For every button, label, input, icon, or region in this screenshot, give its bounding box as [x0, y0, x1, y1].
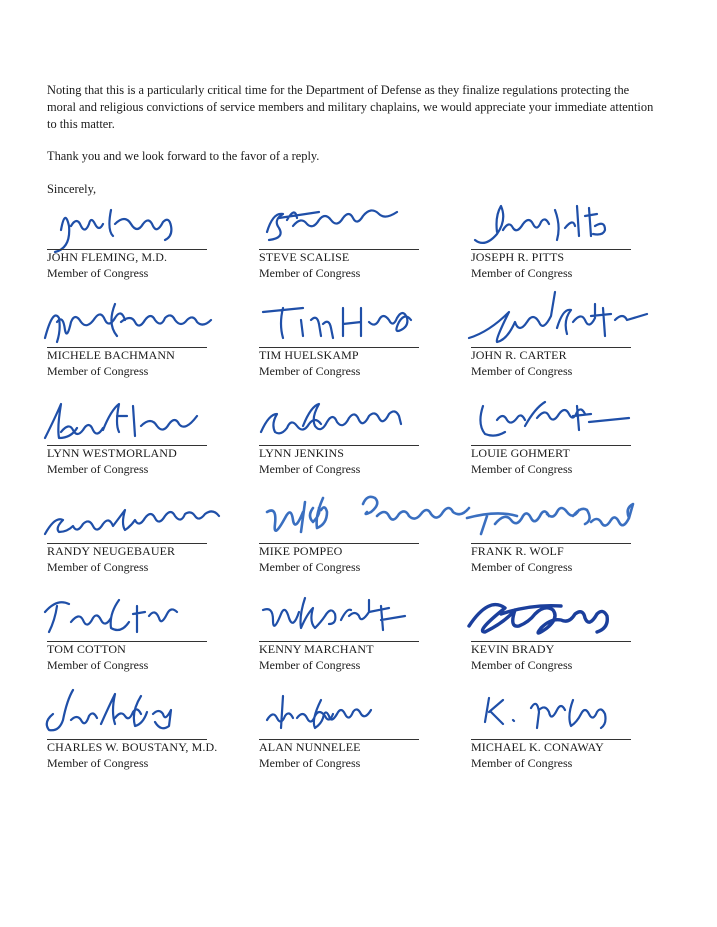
signature-stroke: [47, 690, 171, 730]
handwritten-signature: [253, 690, 453, 746]
signatory-name: TOM COTTON: [47, 642, 126, 656]
handwritten-signature: [41, 494, 241, 550]
handwritten-signature: [41, 396, 241, 452]
signatory-title: Member of Congress: [47, 756, 149, 770]
signature-block: [47, 596, 262, 686]
signatory-title: Member of Congress: [259, 756, 361, 770]
signature-stroke: [267, 210, 397, 240]
signature-stroke: [263, 598, 405, 630]
handwritten-signature: [465, 494, 665, 550]
signature-block: [471, 498, 686, 588]
signatory-name: RANDY NEUGEBAUER: [47, 544, 176, 558]
signatory-name: MICHAEL K. CONAWAY: [471, 740, 604, 754]
signatory-title: Member of Congress: [259, 462, 361, 476]
handwritten-signature: [465, 690, 665, 746]
signatory-name: KEVIN BRADY: [471, 642, 555, 656]
signatory-name: ALAN NUNNELEE: [259, 740, 361, 754]
signatory-name: MICHELE BACHMANN: [47, 348, 175, 362]
signatory-title: Member of Congress: [471, 364, 573, 378]
signature-block: [47, 694, 262, 784]
signatory-title: Member of Congress: [471, 266, 573, 280]
signature-stroke: [263, 308, 411, 338]
handwritten-signature: [253, 592, 453, 648]
signature-block: [259, 498, 474, 588]
signatory-name: JOSEPH R. PITTS: [471, 250, 565, 264]
signatory-title: Member of Congress: [47, 462, 149, 476]
signature-stroke: [261, 404, 401, 433]
handwritten-signature: [253, 396, 453, 452]
signatory-name: LOUIE GOHMERT: [471, 446, 570, 460]
signatory-title: Member of Congress: [259, 658, 361, 672]
signature-block: [259, 302, 474, 392]
signature-stroke: [480, 402, 629, 436]
signatory-name: CHARLES W. BOUSTANY, M.D.: [47, 740, 218, 754]
signature-block: [471, 694, 686, 784]
letter-closing: Sincerely,: [47, 182, 97, 196]
signatory-title: Member of Congress: [471, 756, 573, 770]
signature-stroke: [469, 292, 647, 342]
handwritten-signature: [465, 396, 665, 452]
signature-stroke: [485, 698, 606, 728]
signature-block: [471, 596, 686, 686]
signature-block: [259, 204, 474, 294]
signature-block: [471, 204, 686, 294]
letter-paragraph-thanks: Thank you and we look forward to the favor of a reply.: [47, 149, 320, 163]
handwritten-signature: [253, 200, 453, 256]
signatory-title: Member of Congress: [259, 560, 361, 574]
handwritten-signature: [41, 200, 241, 256]
signatory-title: Member of Congress: [471, 658, 573, 672]
handwritten-signature: [41, 690, 241, 746]
signature-block: [471, 302, 686, 392]
signature-block: [47, 302, 262, 392]
signature-stroke: [55, 210, 171, 252]
signatory-name: MIKE POMPEO: [259, 544, 343, 558]
handwritten-signature: [41, 298, 241, 354]
signature-stroke: [267, 696, 371, 728]
handwritten-signature: [41, 592, 241, 648]
signatory-name: KENNY MARCHANT: [259, 642, 374, 656]
signature-stroke: [45, 404, 197, 438]
signatory-title: Member of Congress: [259, 364, 361, 378]
handwritten-signature: [465, 298, 665, 354]
signature-stroke: [45, 304, 211, 342]
handwritten-signature: [253, 494, 453, 550]
signature-block: [259, 400, 474, 490]
signature-stroke: [267, 497, 469, 532]
signatory-name: FRANK R. WOLF: [471, 544, 564, 558]
signature-stroke: [475, 206, 605, 243]
handwritten-signature: [253, 298, 453, 354]
signatory-title: Member of Congress: [47, 560, 149, 574]
signature-stroke: [45, 600, 177, 632]
letter-paragraph-closing-request: Noting that this is a particularly critical time for the Department of Defense as they finalize regulations protecting the moral and religious convictions of service members and military chaplains, we would appreciate your immediate attention to this matter.: [47, 83, 654, 131]
signature-stroke: [467, 504, 633, 534]
signatory-title: Member of Congress: [471, 560, 573, 574]
handwritten-signature: [465, 200, 665, 256]
signatory-title: Member of Congress: [47, 364, 149, 378]
signatory-name: JOHN FLEMING, M.D.: [47, 250, 168, 264]
signatory-title: Member of Congress: [47, 266, 149, 280]
signature-block: [47, 204, 262, 294]
signature-block: [47, 498, 262, 588]
signatory-title: Member of Congress: [471, 462, 573, 476]
signatory-name: STEVE SCALISE: [259, 250, 350, 264]
signature-block: [259, 694, 474, 784]
signature-block: [47, 400, 262, 490]
signatory-title: Member of Congress: [47, 658, 149, 672]
handwritten-signature: [465, 592, 665, 648]
signatory-name: TIM HUELSKAMP: [259, 348, 359, 362]
signature-block: [259, 596, 474, 686]
signature-stroke: [469, 605, 607, 633]
signatory-title: Member of Congress: [259, 266, 361, 280]
signature-stroke: [45, 510, 219, 534]
signatory-name: JOHN R. CARTER: [471, 348, 567, 362]
signatory-name: LYNN JENKINS: [259, 446, 344, 460]
signatory-name: LYNN WESTMORLAND: [47, 446, 177, 460]
signature-block: [471, 400, 686, 490]
